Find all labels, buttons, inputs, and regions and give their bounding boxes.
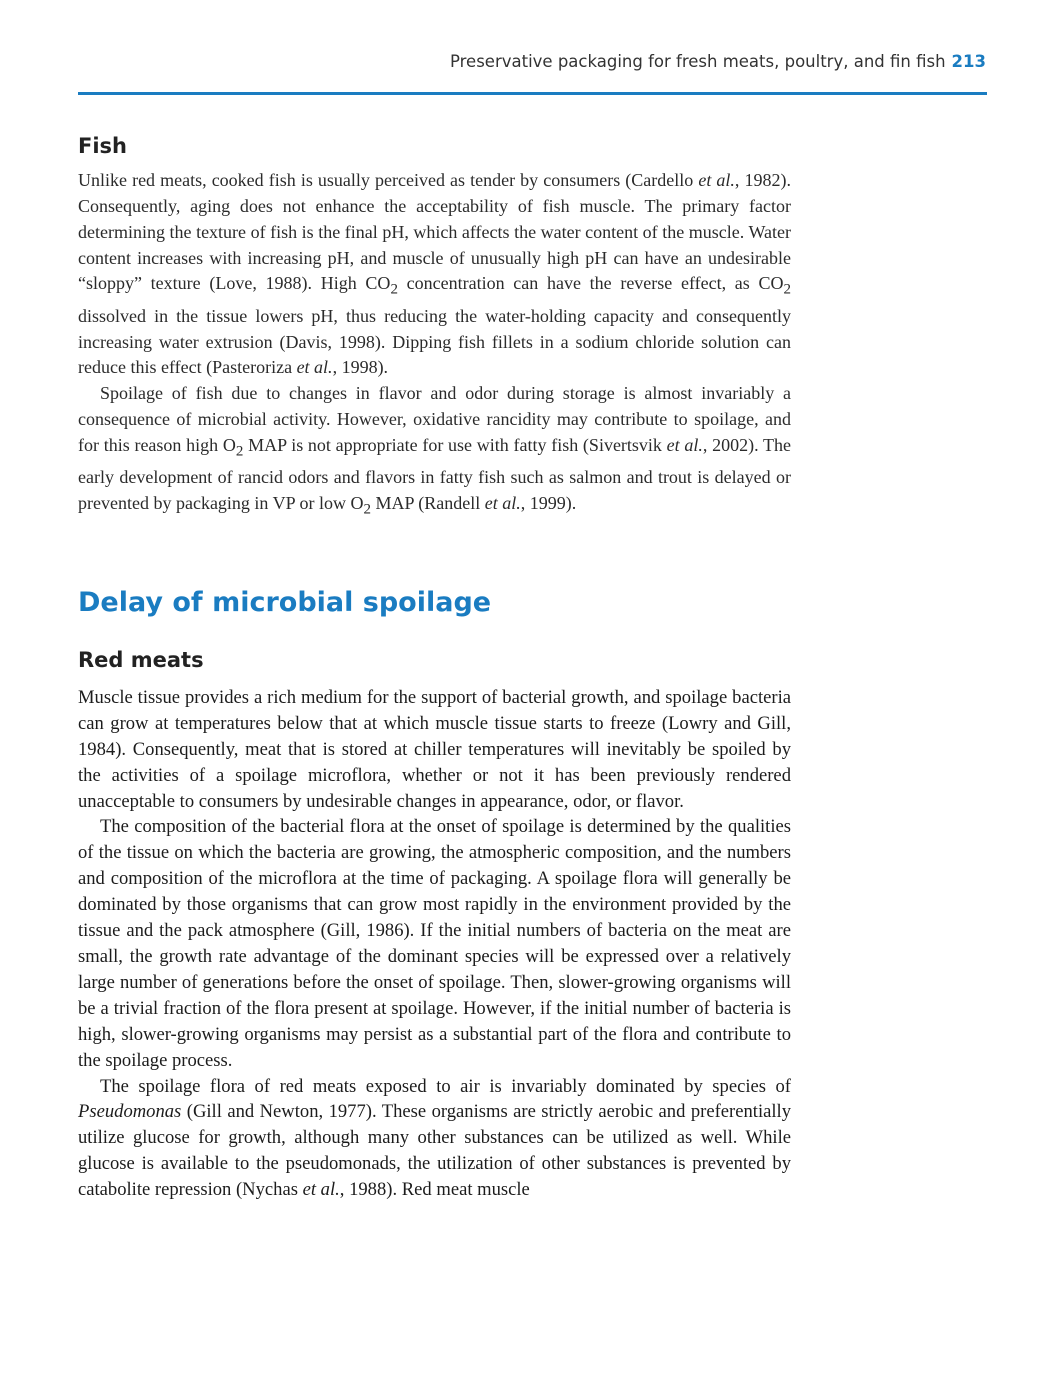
delay-section — [78, 587, 791, 1203]
body-text — [78, 134, 791, 1203]
red-meats-paragraph-1: Muscle tissue provides a rich medium for the support of bacterial growth, and spoilage bacteria can grow at temperatures below that at which muscle tissue starts to freeze (Lowry and Gill, 1984). Consequently, meat that is stored at chiller temperatures will inevitably be spoiled by the activities of a spoilage microflora, whether or not it has been previously rendered unacceptable to consumers by undesirable changes in appearance, odor, or flavor. — [78, 686, 791, 812]
fish-paragraph-2: Spoilage of fish due to changes in flavor and odor during storage is almost invariably a consequence of microbial activity. However, oxidative rancidity may contribute to spoilage, and for this reason high $O_2$ MAP is not appropriate for use with fatty fish (Sivertsvik et al., 2002). The early development of rancid odors and flavors in fatty fish such as salmon and trout is delayed or prevented by packaging in VP or low $O_2$ MAP (Randell et al., 1999). — [78, 383, 791, 518]
section-heading: Delay of microbial spoilage — [78, 587, 492, 619]
page-number: 213 — [951, 52, 986, 71]
running-header — [0, 52, 986, 71]
fish-heading: Fish — [78, 134, 127, 158]
fish-paragraph-1: Unlike red meats, cooked fish is usually perceived as tender by consumers (Cardello et al., 1982). Consequently, aging does not enhance the acceptability of fish muscle. The primary factor determining the texture of fish is the final pH, which affects the water content of the muscle. Water content increases with increasing pH, and muscle of unusually high pH can have an undesirable “sloppy” texture (Love, 1988). High $CO_2$ concentration can have the reverse effect, as $CO_2$ dissolved in the tissue lowers pH, thus reducing the water-holding capacity and consequently increasing water extrusion (Davis, 1998). Dipping fish fillets in a sodium chloride solution can reduce this effect (Pasteroriza et al., 1998). — [78, 170, 792, 378]
red-meats-paragraph-3: The spoilage flora of red meats exposed to air is invariably dominated by species of Pseudomonas (Gill and Newton, 1977). These organisms are strictly aerobic and preferentially utilize glucose for growth, although many other substances can be utilized as well. While glucose is available to the pseudomonads, the utilization of other substances is prevented by catabolite repression (Nychas et al., 1988). Red meat muscle — [78, 1075, 791, 1201]
header-rule — [78, 92, 987, 95]
fish-section — [78, 134, 791, 523]
red-meats-heading: Red meats — [78, 647, 204, 672]
red-meats-paragraph-2: The composition of the bacterial flora at the onset of spoilage is determined by the qualities of the tissue on which the bacteria are growing, the atmospheric composition, and the numbers and composition of the microflora at the time of packaging. A spoilage flora will generally be dominated by those organisms that can grow most rapidly in the environment provided by the tissue and the pack atmosphere (Gill, 1986). If the initial numbers of bacteria on the meat are small, the growth rate advantage of the dominant species will be expressed over a relatively large number of generations before the onset of spoilage. Then, slower-growing organisms will be a trivial fraction of the flora present at spoilage. However, if the initial number of bacteria is high, slower-growing organisms may persist as a substantial part of the flora and contribute to the spoilage process. — [78, 816, 791, 1071]
running-title: Preservative packaging for fresh meats, poultry, and fin fish — [449, 52, 946, 71]
